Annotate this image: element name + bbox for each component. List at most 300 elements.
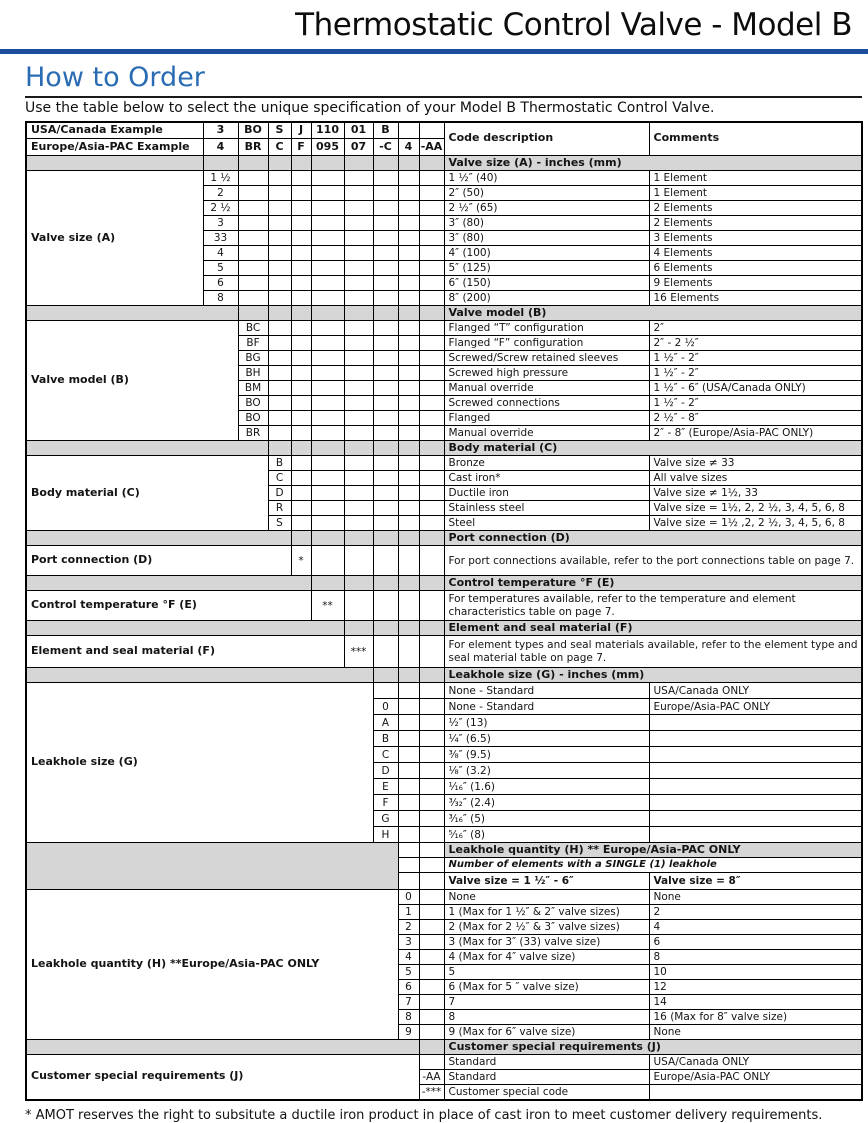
code-cell: BC xyxy=(238,321,268,336)
comment-cell: 6 Elements xyxy=(649,261,862,276)
code-cell xyxy=(291,261,311,276)
comment-cell: None xyxy=(649,1025,862,1040)
section-band-title: Leakhole size (G) - inches (mm) xyxy=(444,668,862,683)
comment-cell: 16 (Max for 8″ valve size) xyxy=(649,1010,862,1025)
description-cell: ³⁄₈″ (9.5) xyxy=(444,747,649,763)
code-cell xyxy=(419,471,444,486)
code-cell xyxy=(311,261,344,276)
code-cell xyxy=(373,216,398,231)
section-band-title: Leakhole quantity (H) ** Europe/Asia-PAC ONLY xyxy=(444,843,862,858)
code-cell xyxy=(344,381,373,396)
comment-cell: 2 Elements xyxy=(649,201,862,216)
code-cell xyxy=(398,411,419,426)
comment-cell: 1 ½″ - 2″ xyxy=(649,351,862,366)
comment-cell: 2″ xyxy=(649,321,862,336)
code-cell xyxy=(419,201,444,216)
code-cell xyxy=(419,381,444,396)
comment-cell: 2 Elements xyxy=(649,216,862,231)
comment-cell: 2 xyxy=(649,905,862,920)
code-cell xyxy=(311,216,344,231)
code-cell xyxy=(398,351,419,366)
code-cell xyxy=(419,683,444,699)
band-cell xyxy=(291,441,311,456)
code-cell xyxy=(291,471,311,486)
code-cell xyxy=(268,216,291,231)
code-cell xyxy=(311,246,344,261)
code-cell xyxy=(344,366,373,381)
code-cell xyxy=(419,486,444,501)
header-code-cell: F xyxy=(291,139,311,156)
code-cell xyxy=(344,321,373,336)
code-cell: B xyxy=(268,456,291,471)
code-cell: 33 xyxy=(203,231,238,246)
comment-cell xyxy=(649,715,862,731)
code-cell xyxy=(419,426,444,441)
code-cell xyxy=(268,336,291,351)
code-cell: 2 ½ xyxy=(203,201,238,216)
code-cell xyxy=(398,321,419,336)
description-cell: Screwed high pressure xyxy=(444,366,649,381)
band-cell xyxy=(398,621,419,636)
code-cell: 1 xyxy=(398,905,419,920)
code-cell xyxy=(311,276,344,291)
description-cell: Flanged “T” configuration xyxy=(444,321,649,336)
code-cell: BG xyxy=(238,351,268,366)
code-cell xyxy=(373,411,398,426)
code-cell xyxy=(373,261,398,276)
code-cell xyxy=(373,591,398,621)
code-cell xyxy=(419,1010,444,1025)
code-cell xyxy=(398,246,419,261)
code-cell xyxy=(311,171,344,186)
code-cell xyxy=(311,456,344,471)
code-cell xyxy=(373,336,398,351)
section-label: Body material (C) xyxy=(26,456,268,531)
band-cell xyxy=(373,621,398,636)
comment-cell: 2 ½″ - 8″ xyxy=(649,411,862,426)
description-cell: ³⁄₁₆″ (5) xyxy=(444,811,649,827)
code-cell: BO xyxy=(238,396,268,411)
code-cell xyxy=(419,950,444,965)
code-cell xyxy=(344,591,373,621)
comment-cell: None xyxy=(649,890,862,905)
code-cell xyxy=(373,171,398,186)
comment-cell: Valve size ≠ 33 xyxy=(649,456,862,471)
description-cell: For temperatures available, refer to the temperature and element characteristics table on page 7. xyxy=(444,591,862,621)
code-cell xyxy=(311,546,344,576)
header-code-cell: 110 xyxy=(311,122,344,139)
code-cell xyxy=(419,546,444,576)
code-cell xyxy=(291,186,311,201)
code-cell xyxy=(419,858,444,873)
code-cell xyxy=(398,873,419,890)
description-cell: 8″ (200) xyxy=(444,291,649,306)
section-band-title: Port connection (D) xyxy=(444,531,862,546)
code-cell xyxy=(291,411,311,426)
code-cell: A xyxy=(373,715,398,731)
header-code-cell: -C xyxy=(373,139,398,156)
description-cell: 2″ (50) xyxy=(444,186,649,201)
code-cell xyxy=(311,411,344,426)
code-cell: D xyxy=(373,763,398,779)
comment-cell: USA/Canada ONLY xyxy=(649,1055,862,1070)
code-cell xyxy=(238,291,268,306)
code-cell xyxy=(398,591,419,621)
code-cell xyxy=(344,336,373,351)
section-band-title: Body material (C) xyxy=(444,441,862,456)
header-code-cell: BR xyxy=(238,139,268,156)
code-cell: -*** xyxy=(419,1085,444,1100)
code-cell xyxy=(419,995,444,1010)
code-cell xyxy=(398,261,419,276)
code-cell xyxy=(238,216,268,231)
code-cell: 3 xyxy=(203,216,238,231)
header-code-cell: 4 xyxy=(203,139,238,156)
code-cell xyxy=(398,216,419,231)
code-cell: -AA xyxy=(419,1070,444,1085)
code-cell xyxy=(311,336,344,351)
code-cell xyxy=(419,591,444,621)
band-cell xyxy=(26,306,238,321)
comment-cell: 9 Elements xyxy=(649,276,862,291)
code-cell xyxy=(419,231,444,246)
code-cell xyxy=(311,501,344,516)
band-cell xyxy=(398,156,419,171)
code-cell xyxy=(419,1025,444,1040)
band-cell xyxy=(373,576,398,591)
intro-text: Use the table below to select the unique specification of your Model B Thermostatic Control Valve. xyxy=(25,99,715,116)
band-cell xyxy=(398,668,419,683)
code-cell xyxy=(373,636,398,668)
comment-cell xyxy=(649,747,862,763)
code-cell xyxy=(344,351,373,366)
description-cell: Customer special code xyxy=(444,1085,649,1100)
code-cell xyxy=(419,747,444,763)
code-cell xyxy=(268,366,291,381)
code-cell xyxy=(311,186,344,201)
code-cell xyxy=(398,471,419,486)
code-cell xyxy=(419,827,444,843)
code-cell xyxy=(419,411,444,426)
code-cell xyxy=(373,516,398,531)
band-cell xyxy=(268,306,291,321)
section-label: Valve model (B) xyxy=(26,321,238,441)
code-cell xyxy=(398,843,419,858)
example-row-label: Europe/Asia-PAC Example xyxy=(26,139,203,156)
code-cell xyxy=(268,261,291,276)
header-code-cell: B xyxy=(373,122,398,139)
code-cell xyxy=(373,546,398,576)
header-code-cell: J xyxy=(291,122,311,139)
code-cell xyxy=(419,935,444,950)
comment-cell xyxy=(649,827,862,843)
comment-cell: 10 xyxy=(649,965,862,980)
code-cell xyxy=(419,246,444,261)
code-cell xyxy=(419,291,444,306)
comment-cell xyxy=(649,763,862,779)
description-cell: ⁵⁄₁₆″ (8) xyxy=(444,827,649,843)
code-cell xyxy=(373,683,398,699)
band-cell xyxy=(419,441,444,456)
comment-cell: 12 xyxy=(649,980,862,995)
band-cell xyxy=(373,531,398,546)
code-cell xyxy=(398,779,419,795)
description-cell: For port connections available, refer to the port connections table on page 7. xyxy=(444,546,862,576)
description-cell: None - Standard xyxy=(444,699,649,715)
header-code-cell: S xyxy=(268,122,291,139)
band-cell xyxy=(238,156,268,171)
code-cell xyxy=(398,795,419,811)
band-cell xyxy=(373,441,398,456)
qty-subheader-cell: Valve size = 8″ xyxy=(649,873,862,890)
comment-cell: 8 xyxy=(649,950,862,965)
code-cell xyxy=(419,516,444,531)
code-cell xyxy=(268,186,291,201)
code-cell xyxy=(311,381,344,396)
description-cell: 1 ½″ (40) xyxy=(444,171,649,186)
code-cell xyxy=(373,291,398,306)
order-table xyxy=(25,121,863,1101)
code-cell xyxy=(291,246,311,261)
code-cell xyxy=(419,873,444,890)
description-cell: Steel xyxy=(444,516,649,531)
code-cell: R xyxy=(268,501,291,516)
comment-cell: USA/Canada ONLY xyxy=(649,683,862,699)
code-cell xyxy=(398,186,419,201)
code-cell xyxy=(398,291,419,306)
description-cell: Manual override xyxy=(444,426,649,441)
code-cell xyxy=(373,186,398,201)
code-cell xyxy=(291,486,311,501)
description-cell: For element types and seal materials available, refer to the element type and seal material table on page 7. xyxy=(444,636,862,668)
description-cell: 3″ (80) xyxy=(444,231,649,246)
description-cell: 4″ (100) xyxy=(444,246,649,261)
header-code-cell: 3 xyxy=(203,122,238,139)
code-cell xyxy=(291,291,311,306)
code-cell xyxy=(398,827,419,843)
description-cell: Flanged “F” configuration xyxy=(444,336,649,351)
code-cell xyxy=(398,683,419,699)
band-cell xyxy=(26,441,268,456)
comment-cell xyxy=(649,795,862,811)
comment-cell: 2″ - 2 ½″ xyxy=(649,336,862,351)
code-cell xyxy=(398,763,419,779)
description-cell: 8 xyxy=(444,1010,649,1025)
code-cell xyxy=(268,201,291,216)
band-cell xyxy=(268,156,291,171)
section-band-title: Element and seal material (F) xyxy=(444,621,862,636)
code-cell xyxy=(373,396,398,411)
description-cell: 9 (Max for 6″ valve size) xyxy=(444,1025,649,1040)
code-cell: 0 xyxy=(398,890,419,905)
code-cell xyxy=(291,351,311,366)
code-cell: 7 xyxy=(398,995,419,1010)
band-cell xyxy=(26,576,311,591)
band-cell xyxy=(373,156,398,171)
code-cell xyxy=(419,1055,444,1070)
comment-cell: Valve size = 1½ ,2, 2 ½, 3, 4, 5, 6, 8 xyxy=(649,516,862,531)
code-cell xyxy=(268,381,291,396)
code-cell xyxy=(268,396,291,411)
header-code-cell xyxy=(398,122,419,139)
code-cell: E xyxy=(373,779,398,795)
code-cell xyxy=(268,351,291,366)
band-cell xyxy=(373,668,398,683)
code-cell xyxy=(311,351,344,366)
band-cell xyxy=(291,531,311,546)
header-code-cell: 4 xyxy=(398,139,419,156)
band-cell xyxy=(398,576,419,591)
code-cell xyxy=(419,216,444,231)
header-code-cell xyxy=(419,122,444,139)
band-cell xyxy=(419,621,444,636)
header-code-cell: -AA xyxy=(419,139,444,156)
band-cell xyxy=(419,668,444,683)
code-cell xyxy=(398,715,419,731)
description-cell: ¹⁄₄″ (6.5) xyxy=(444,731,649,747)
code-cell xyxy=(344,411,373,426)
band-cell xyxy=(344,306,373,321)
band-cell xyxy=(238,306,268,321)
code-cell xyxy=(373,231,398,246)
code-cell: D xyxy=(268,486,291,501)
band-cell xyxy=(203,156,238,171)
code-cell xyxy=(311,396,344,411)
code-cell: 1 ½ xyxy=(203,171,238,186)
code-cell xyxy=(398,336,419,351)
code-cell xyxy=(344,291,373,306)
code-cell xyxy=(419,186,444,201)
code-cell xyxy=(344,261,373,276)
code-cell xyxy=(373,246,398,261)
code-cell xyxy=(344,426,373,441)
comment-cell: 1 Element xyxy=(649,186,862,201)
code-cell xyxy=(311,366,344,381)
description-cell: 2 (Max for 2 ½″ & 3″ valve sizes) xyxy=(444,920,649,935)
comments-header: Comments xyxy=(649,122,862,156)
description-cell: Bronze xyxy=(444,456,649,471)
code-cell: C xyxy=(268,471,291,486)
section-band-title: Control temperature °F (E) xyxy=(444,576,862,591)
code-cell xyxy=(344,186,373,201)
header-code-cell: 07 xyxy=(344,139,373,156)
comment-cell: 4 xyxy=(649,920,862,935)
band-cell xyxy=(26,531,291,546)
code-cell xyxy=(344,276,373,291)
description-cell: Cast iron* xyxy=(444,471,649,486)
code-cell xyxy=(291,366,311,381)
comment-cell: 1 ½″ - 2″ xyxy=(649,366,862,381)
description-cell: ¹⁄₁₆″ (1.6) xyxy=(444,779,649,795)
band-cell xyxy=(419,1040,444,1055)
code-cell xyxy=(373,351,398,366)
code-cell: BR xyxy=(238,426,268,441)
code-cell xyxy=(291,276,311,291)
code-cell xyxy=(419,501,444,516)
code-cell xyxy=(344,396,373,411)
description-cell: 6 (Max for 5 ″ valve size) xyxy=(444,980,649,995)
code-cell xyxy=(398,396,419,411)
code-cell xyxy=(311,486,344,501)
code-cell xyxy=(398,366,419,381)
band-cell xyxy=(419,576,444,591)
code-cell xyxy=(291,516,311,531)
code-cell: 4 xyxy=(203,246,238,261)
comment-cell: 2″ - 8″ (Europe/Asia-PAC ONLY) xyxy=(649,426,862,441)
code-cell: 8 xyxy=(398,1010,419,1025)
comment-cell: Europe/Asia-PAC ONLY xyxy=(649,699,862,715)
description-cell: ¹⁄₈″ (3.2) xyxy=(444,763,649,779)
code-cell: C xyxy=(373,747,398,763)
comment-cell: Valve size ≠ 1½, 33 xyxy=(649,486,862,501)
code-cell xyxy=(419,351,444,366)
code-cell xyxy=(268,246,291,261)
code-cell xyxy=(398,381,419,396)
comment-cell: 1 ½″ - 6″ (USA/Canada ONLY) xyxy=(649,381,862,396)
comment-cell xyxy=(649,811,862,827)
code-cell xyxy=(238,186,268,201)
code-cell xyxy=(398,858,419,873)
code-cell: 2 xyxy=(203,186,238,201)
code-cell xyxy=(419,396,444,411)
code-cell xyxy=(291,381,311,396)
band-cell xyxy=(344,156,373,171)
comment-cell: 1 ½″ - 2″ xyxy=(649,396,862,411)
description-cell: 6″ (150) xyxy=(444,276,649,291)
code-cell xyxy=(344,546,373,576)
code-cell: G xyxy=(373,811,398,827)
code-cell xyxy=(373,501,398,516)
band-cell xyxy=(26,156,203,171)
code-cell xyxy=(398,171,419,186)
code-cell xyxy=(268,231,291,246)
description-cell: 3 (Max for 3″ (33) valve size) xyxy=(444,935,649,950)
comment-cell: 1 Element xyxy=(649,171,862,186)
comment-cell xyxy=(649,779,862,795)
code-cell xyxy=(291,336,311,351)
code-cell xyxy=(344,201,373,216)
footnote: * AMOT reserves the right to subsitute a ductile iron product in place of cast iron to meet customer delivery requirements. xyxy=(25,1107,823,1123)
code-cell xyxy=(398,747,419,763)
code-cell xyxy=(419,779,444,795)
description-cell: Flanged xyxy=(444,411,649,426)
qty-header-block xyxy=(26,843,398,890)
description-cell: Ductile iron xyxy=(444,486,649,501)
qty-note-cell: Number of elements with a SINGLE (1) leakhole xyxy=(444,858,862,873)
code-cell xyxy=(419,715,444,731)
description-cell: Screwed connections xyxy=(444,396,649,411)
code-cell xyxy=(344,231,373,246)
code-cell: 5 xyxy=(398,965,419,980)
code-cell xyxy=(398,546,419,576)
comment-cell: 3 Elements xyxy=(649,231,862,246)
code-cell xyxy=(419,843,444,858)
code-cell xyxy=(419,795,444,811)
section-label: Leakhole quantity (H) **Europe/Asia-PAC ONLY xyxy=(26,890,398,1040)
code-cell xyxy=(268,411,291,426)
code-cell xyxy=(291,201,311,216)
code-cell xyxy=(238,201,268,216)
code-cell: 0 xyxy=(373,699,398,715)
code-cell: BF xyxy=(238,336,268,351)
section-label: Control temperature °F (E) xyxy=(26,591,311,621)
band-cell xyxy=(398,306,419,321)
code-cell xyxy=(344,486,373,501)
code-cell xyxy=(419,456,444,471)
page-title: Thermostatic Control Valve - Model B xyxy=(295,7,852,43)
code-cell: BM xyxy=(238,381,268,396)
code-cell xyxy=(398,811,419,827)
